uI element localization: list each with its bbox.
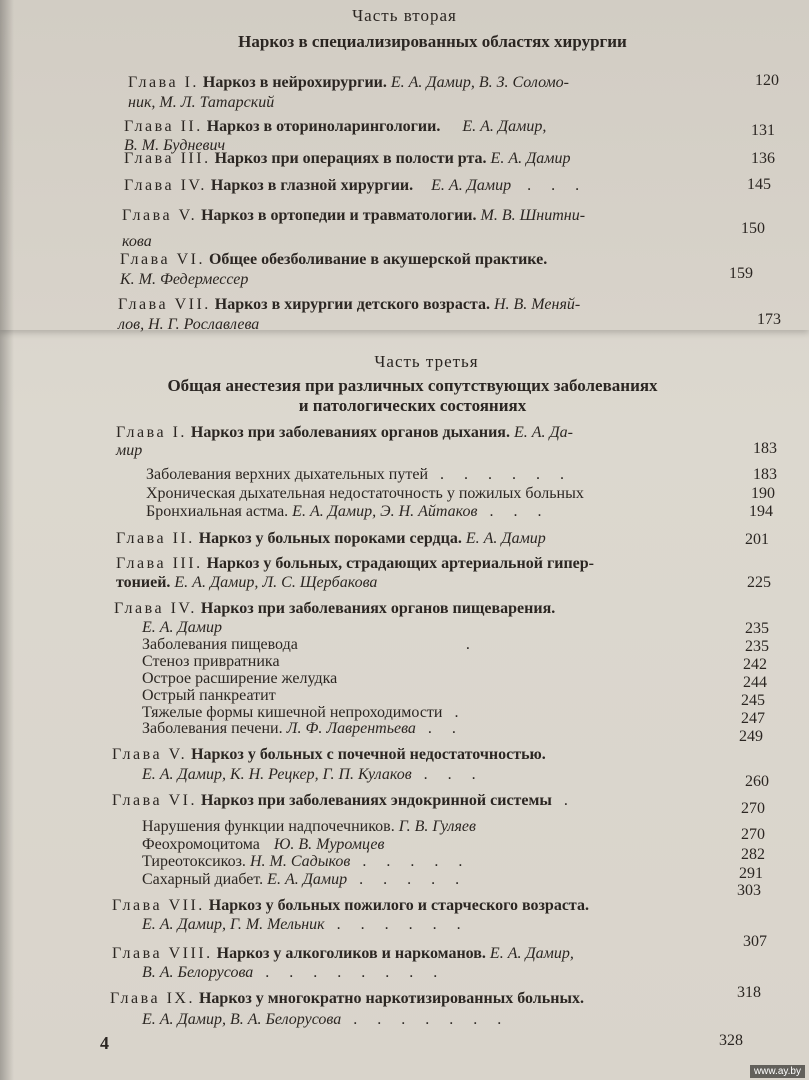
part3-heading: Часть третья bbox=[374, 352, 479, 371]
part3-ch1-sub-3-page: 194 bbox=[749, 503, 773, 520]
page-number: 4 bbox=[100, 1033, 109, 1053]
part3-ch3-line1: Глава III. Наркоз у больных, страдающих артериальной гипер- bbox=[116, 555, 594, 572]
part3-ch4-sub-5: Тяжелые формы кишечной непроходимости . bbox=[142, 704, 467, 721]
part3-ch4-sub-1-page: 235 bbox=[745, 638, 769, 655]
part3-ch1-sub-3: Бронхиальная астма. Е. А. Дамир, Э. Н. Айтаков . . . bbox=[146, 503, 550, 520]
part3-ch1-sub-1-page: 183 bbox=[753, 466, 777, 483]
part3-ch4-sub-1: Заболевания пищевода . bbox=[142, 636, 478, 653]
part3-ch7-line1: Глава VII. Наркоз у больных пожилого и старческого возраста. bbox=[112, 897, 589, 914]
part3-ch1-sub-1: Заболевания верхних дыхательных путей . . . . . . bbox=[146, 466, 573, 483]
part2-ch2-line1: Глава II. Наркоз в оториноларингологии. Е. А. Дамир, bbox=[124, 118, 547, 135]
part3-ch4-sub-4: Острый панкреатит bbox=[142, 687, 276, 704]
part2-ch1-page: 120 bbox=[755, 72, 779, 89]
part2-ch6-page: 159 bbox=[729, 265, 753, 282]
part3-subheading-1: Общая анестезия при различных сопутствующих заболеваниях bbox=[167, 376, 658, 395]
part3-ch4-line1: Глава IV. Наркоз при заболеваниях органов пищеварения. bbox=[114, 600, 556, 617]
part3-ch6-sub-1: Нарушения функции надпочечников. Г. В. Гуляев bbox=[142, 818, 476, 835]
part3-ch3-line2: тонией. Е. А. Дамир, Л. С. Щербакова bbox=[116, 574, 378, 591]
part3-ch5-page: 260 bbox=[745, 773, 769, 790]
part3-ch6-sub-3: Тиреотоксикоз. Н. М. Садыков . . . . . bbox=[142, 853, 471, 870]
part3-ch1-sub-2-page: 190 bbox=[751, 485, 775, 502]
part3-ch6-line: Глава VI. Наркоз при заболеваниях эндокринной системы . bbox=[112, 792, 576, 809]
part2-ch4-line: Глава IV. Наркоз в глазной хирургии. Е. А. Дамир . . . bbox=[124, 177, 588, 194]
page-edge-shadow bbox=[0, 0, 14, 1080]
part3-ch4-sub-3-page: 244 bbox=[743, 674, 767, 691]
part3-ch4-line2: Е. А. Дамир bbox=[142, 619, 222, 636]
part3-ch1-line1: Глава I. Наркоз при заболеваниях органов дыхания. Е. А. Да- bbox=[116, 424, 573, 441]
part3-ch6-sub-4-page: 303 bbox=[737, 882, 761, 899]
part3-ch9-page: 328 bbox=[719, 1032, 743, 1049]
part2-ch5-page: 150 bbox=[741, 220, 765, 237]
watermark: www.ay.by bbox=[750, 1065, 805, 1078]
part2-ch2-page: 131 bbox=[751, 122, 775, 139]
part2-ch1-line1: Глава I. Наркоз в нейрохирургии. Е. А. Дамир, В. З. Соломо- bbox=[128, 74, 569, 91]
part3-ch8-page: 318 bbox=[737, 984, 761, 1001]
part2-ch4-page: 145 bbox=[747, 176, 771, 193]
part3-ch8-line1: Глава VIII. Наркоз у алкоголиков и наркоманов. Е. А. Дамир, bbox=[112, 945, 574, 962]
part2-ch6-line2: К. М. Федермессер bbox=[120, 271, 249, 288]
part3-subheading-2: и патологических состояниях bbox=[298, 396, 527, 415]
part3-ch7-line2: Е. А. Дамир, Г. М. Мельник . . . . . . bbox=[142, 916, 469, 933]
part3-ch9-line1: Глава IX. Наркоз у многократно наркотизированных больных. bbox=[110, 990, 584, 1007]
part3-ch2-page: 201 bbox=[745, 531, 769, 548]
part2-ch6-line1: Глава VI. Общее обезболивание в акушерской практике. bbox=[120, 251, 548, 268]
part3-ch6-sub-2-page: 282 bbox=[741, 846, 765, 863]
part2-ch7-line1: Глава VII. Наркоз в хирургии детского возраста. Н. В. Меняй- bbox=[118, 296, 581, 313]
part2-ch1-line2: ник, М. Л. Татарский bbox=[128, 94, 275, 111]
part3-ch6-sub-1-page: 270 bbox=[741, 826, 765, 843]
part3-ch9-line2: Е. А. Дамир, В. А. Белорусова . . . . . . . bbox=[142, 1011, 510, 1028]
part3-ch5-line1: Глава V. Наркоз у больных с почечной недостаточностью. bbox=[112, 746, 546, 763]
part2-subheading: Наркоз в специализированных областях хирургии bbox=[238, 32, 627, 51]
part2-ch3-page: 136 bbox=[751, 150, 775, 167]
part2-ch7-page: 173 bbox=[757, 311, 781, 328]
part3-ch7-page: 307 bbox=[743, 933, 767, 950]
part3-ch3-page: 225 bbox=[747, 574, 771, 591]
part3-ch4-sub-6-page: 249 bbox=[739, 728, 763, 745]
part3-ch6-page: 270 bbox=[741, 800, 765, 817]
part3-ch4-sub-5-page: 247 bbox=[741, 710, 765, 727]
part3-ch8-line2: В. А. Белорусова . . . . . . . . bbox=[142, 964, 446, 981]
part3-ch4-sub-3: Острое расширение желудка bbox=[142, 670, 338, 687]
part3-ch4-sub-2: Стеноз привратника bbox=[142, 653, 280, 670]
part3-ch1-line2: мир bbox=[116, 442, 143, 459]
part3-ch6-sub-3-page: 291 bbox=[739, 865, 763, 882]
part3-ch6-sub-2: Феохромоцитома Ю. В. Муромцев bbox=[142, 836, 385, 853]
part3-ch4-sub-2-page: 242 bbox=[743, 656, 767, 673]
part2-ch3-line: Глава III. Наркоз при операциях в полости рта. Е. А. Дамир bbox=[124, 150, 571, 167]
part2-ch2-line2: В. М. Будневич bbox=[124, 137, 226, 154]
part3-ch4-sub-6: Заболевания печени. Л. Ф. Лаврентьева . . bbox=[142, 720, 464, 737]
part3-ch6-sub-4: Сахарный диабет. Е. А. Дамир . . . . . bbox=[142, 871, 468, 888]
part3-ch1-page: 183 bbox=[753, 440, 777, 457]
part2-heading: Часть вторая bbox=[352, 6, 457, 25]
part3-ch1-sub-2: Хроническая дыхательная недостаточность у пожилых больных bbox=[146, 485, 584, 502]
part3-ch4-page: 235 bbox=[745, 620, 769, 637]
part2-ch5-line2: кова bbox=[122, 233, 152, 250]
part3-ch4-sub-4-page: 245 bbox=[741, 692, 765, 709]
part2-ch5-line1: Глава V. Наркоз в ортопедии и травматологии. М. В. Шнитни- bbox=[122, 207, 586, 224]
part3-ch2-line: Глава II. Наркоз у больных пороками сердца. Е. А. Дамир bbox=[116, 530, 546, 547]
part3-ch5-line2: Е. А. Дамир, К. Н. Рецкер, Г. П. Кулаков . . . bbox=[142, 766, 484, 783]
part2-ch7-line2: лов, Н. Г. Рославлева bbox=[118, 316, 260, 333]
